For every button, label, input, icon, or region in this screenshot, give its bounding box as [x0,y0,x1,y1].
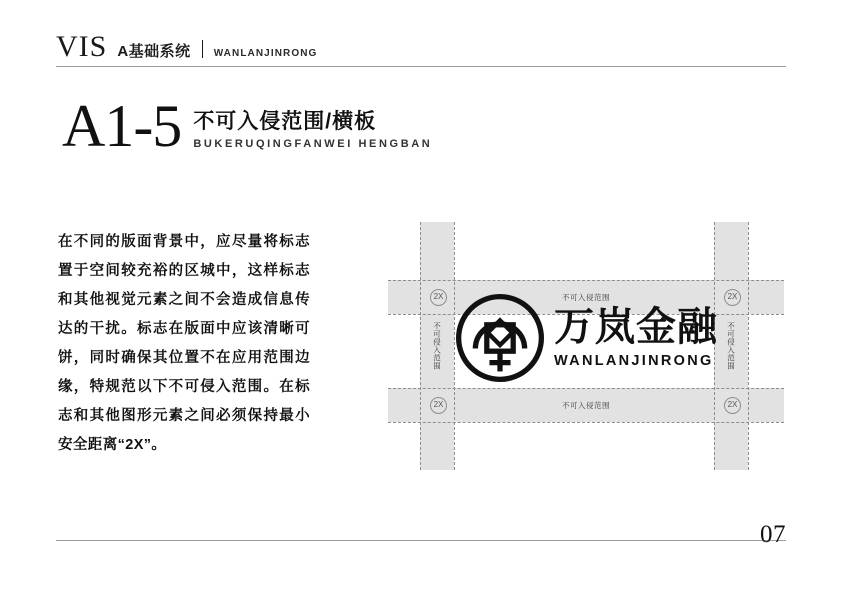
measure-marker-bottom-left: 2X [430,397,447,414]
header-rule [56,66,786,67]
clear-space-diagram [388,222,784,470]
brand-logo-icon [456,294,544,382]
section-title-en: BUKERUQINGFANWEI HENGBAN [193,138,433,150]
measure-marker-top-right: 2X [724,289,741,306]
measure-marker-top-left: 2X [430,289,447,306]
logo-lockup [456,294,718,382]
page-number: 07 [760,521,786,548]
page-title [62,93,433,159]
footer-rule [56,540,786,541]
band-label-left: 不可侵入范围 [432,322,442,370]
header-divider [202,40,203,58]
band-label-right: 不可侵入范围 [726,322,736,370]
header-section-en: WANLANJINRONG [213,48,318,59]
section-code: A1-5 [62,93,182,159]
section-title-cn: 不可入侵范围/横板 [193,110,377,133]
band-label-top: 不可入侵范围 [562,293,610,302]
guide-line-right-outer [748,222,749,470]
page-header [56,30,786,66]
logo-name-cn: 万岚金融 [554,304,718,351]
body-paragraph: 在不同的版面背景中，应尽量将标志置于空间较充裕的区城中，这样标志和其他视觉元素之间不会造成信息传达的干扰。标志在版面中应该清晰可饼，同时确保其位置不在应用范围边缘，特规范以下不可侵入范围。在标志和其他图形元素之间必须保持最小安全距离“2X”。 [58,234,310,453]
logo-name-en: WANLANJINRONG [554,353,714,370]
band-label-bottom: 不可入侵范围 [562,401,610,410]
header-section-cn: A基础系统 [117,43,191,60]
guide-line-left-inner [454,222,455,470]
measure-marker-bottom-right: 2X [724,397,741,414]
header-vis-label: VIS [56,30,108,63]
